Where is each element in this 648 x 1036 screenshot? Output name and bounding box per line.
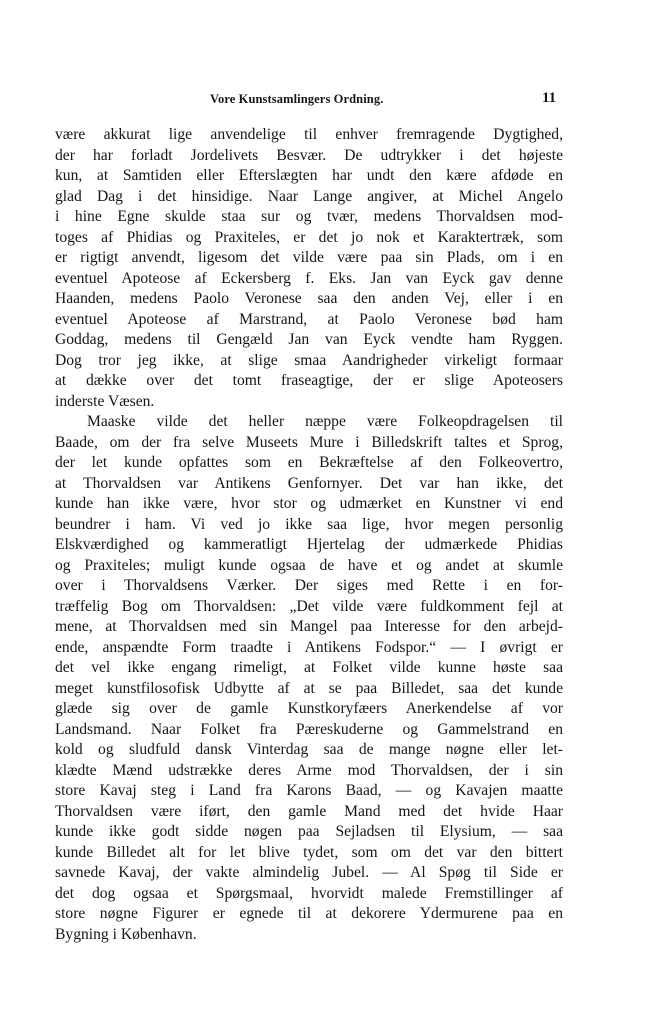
text-line: store Kavaj steg i Land fra Karons Baad, — og Kavajen maatte — [55, 782, 563, 799]
body-text — [55, 125, 563, 945]
text-line: og Praxiteles; muligt kunde ogsaa de have et og andet at skumle — [55, 556, 563, 574]
text-line: mene, at Thorvaldsen med sin Mangel paa Interesse for den arbejd- — [55, 618, 563, 635]
text-line: Landsmand. Naar Folket fra Pæreskuderne og Gammelstrand en — [55, 720, 563, 738]
text-line: Maaske vilde det heller næppe være Folkeopdragelsen til — [87, 413, 563, 430]
text-line: Goddag, medens til Gengæld Jan van Eyck vendte ham Ryggen. — [55, 331, 563, 348]
paragraph-2 — [55, 412, 563, 945]
text-line: glæde sig over de gamle Kunstkoryfæers Anerkendelse af vor — [55, 700, 563, 717]
text-line: kunde ikke godt sidde nøgen paa Sejladsen til Elysium, — saa — [55, 823, 563, 840]
text-line: i hine Egne skulde staa sur og tvær, medens Thorvaldsen mod- — [55, 208, 563, 225]
text-line: træffelig Bog om Thorvaldsen: „Det vilde være fuldkomment fejl at — [55, 597, 563, 615]
text-line: store nøgne Figurer er egnede til at dekorere Ydermurene paa en — [55, 905, 563, 922]
text-line: at dække over det tomt fraseagtige, der er slige Apoteosers — [55, 372, 563, 389]
text-line: kunde Billedet alt for let blive tydet, som om det var den bittert — [55, 843, 563, 861]
text-line: være akkurat lige anvendelige til enhver fremragende Dygtighed, — [55, 126, 563, 143]
text-line: kold og sludfuld dansk Vinterdag saa de mange nøgne eller let- — [55, 741, 563, 758]
text-line: eventuel Apoteose af Marstrand, at Paolo Veronese bød ham — [55, 310, 563, 328]
text-line: glad Dag i det hinsidige. Naar Lange angiver, at Michel Angelo — [55, 187, 563, 205]
text-line: det vel ikke engang rimeligt, at Folket vilde kunne høste saa — [55, 659, 563, 676]
text-line: kun, at Samtiden eller Efterslægten har undt den kære afdøde en — [55, 167, 563, 184]
text-line: der let kunde opfattes som en Bekræftelse af den Folkeovertro, — [55, 454, 563, 471]
text-line: at Thorvaldsen var Antikens Genfornyer. Det var han ikke, det — [55, 474, 563, 492]
text-line: inderste Væsen. — [55, 392, 155, 410]
text-line: det dog ogsaa et Spørgsmaal, hvorvidt malede Fremstillinger af — [55, 884, 563, 902]
running-title: Vore Kunstsamlingers Ordning. — [210, 92, 384, 106]
page-number: 11 — [542, 90, 557, 106]
text-line: kunde han ikke være, hvor stor og udmærket en Kunstner vi end — [55, 495, 563, 512]
text-line: Bygning i København. — [55, 925, 197, 943]
text-line: Elskværdighed og kammeratligt Hjertelag der udmærkede Phidias — [55, 536, 563, 553]
text-line: over i Thorvaldsens Værker. Der siges med Rette i en for- — [55, 577, 563, 594]
text-line: eventuel Apoteose af Eckersberg f. Eks. Jan van Eyck gav denne — [55, 269, 563, 287]
text-line: er rigtigt anvendt, ligesom det vilde være paa sin Plads, om i en — [55, 249, 563, 266]
paragraph-1 — [55, 125, 563, 412]
running-header — [0, 92, 648, 112]
text-line: savnede Kavaj, der vakte almindelig Jubel. — Al Spøg til Side er — [55, 864, 563, 881]
text-line: meget kunstfilosofisk Udbytte af at se paa Billedet, saa det kunde — [55, 679, 563, 697]
text-line: Dog tror jeg ikke, at slige smaa Aandrigheder virkeligt formaar — [55, 351, 563, 369]
text-line: klædte Mænd udstrække deres Arme mod Thorvaldsen, der i sin — [55, 761, 563, 779]
text-line: Thorvaldsen være iført, den gamle Mand med det hvide Haar — [55, 802, 563, 820]
text-line: toges af Phidias og Praxiteles, er det jo nok et Karaktertræk, som — [55, 228, 563, 246]
text-line: der har forladt Jordelivets Besvær. De udtrykker i det højeste — [55, 146, 563, 164]
text-line: Haanden, medens Paolo Veronese saa den anden Vej, eller i en — [55, 290, 563, 307]
text-line: ende, anspændte Form traadte i Antikens Fodspor.“ — I øvrigt er — [55, 638, 563, 656]
text-line: Baade, om der fra selve Museets Mure i Billedskrift taltes et Sprog, — [55, 433, 563, 451]
text-line: beundrer i ham. Vi ved jo ikke saa lige, hvor megen personlig — [55, 515, 563, 533]
